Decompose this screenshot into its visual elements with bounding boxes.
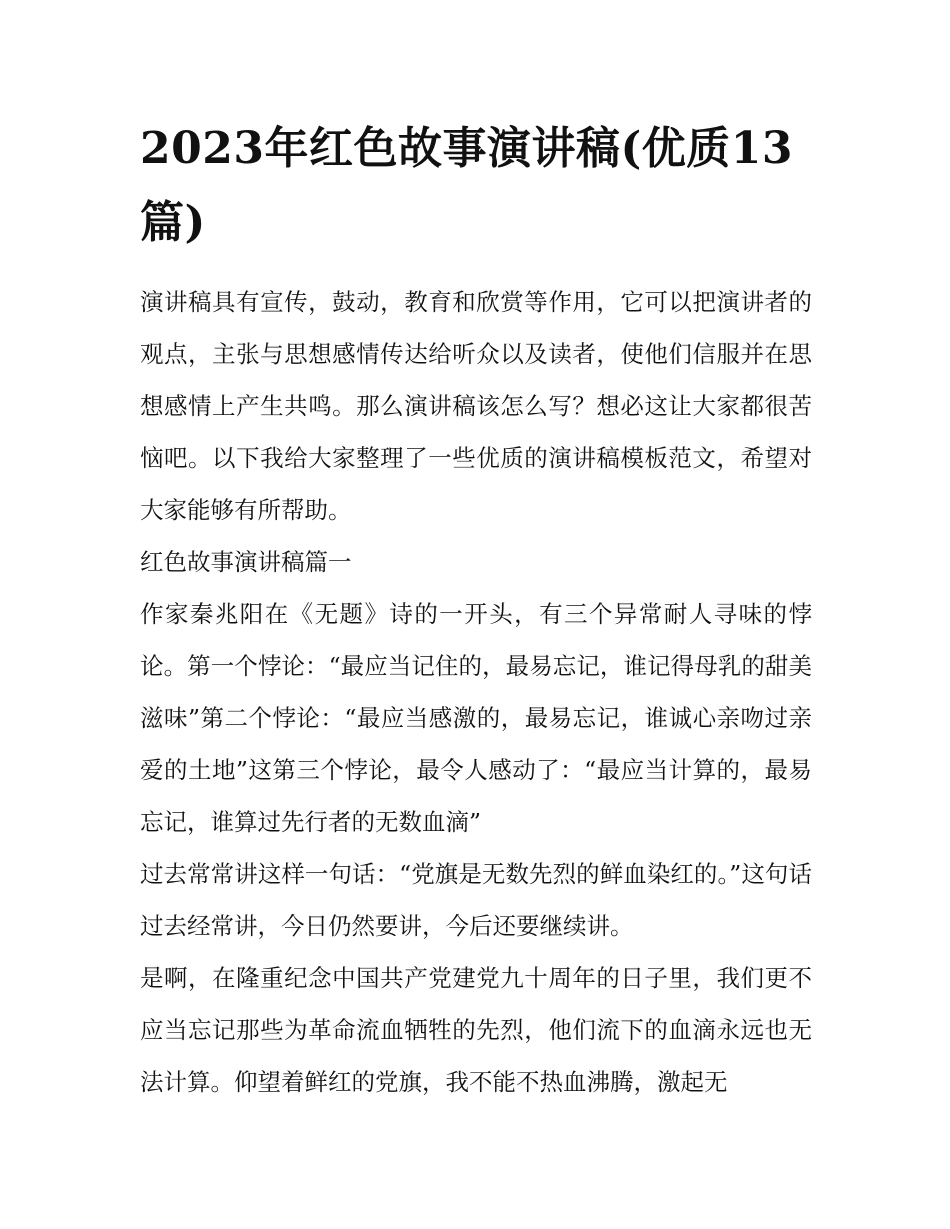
- document-page: [140, 112, 812, 1108]
- body-paragraph: 过去常常讲这样一句话：“党旗是无数先烈的鲜血染红的。”这句话过去经常讲，今日仍然要讲，今后还要继续讲。: [140, 860, 812, 940]
- body-paragraph: 是啊，在隆重纪念中国共产党建党九十周年的日子里，我们更不应当忘记那些为革命流血牺牲的先烈，他们流下的血滴永远也无法计算。仰望着鲜红的党旗，我不能不热血沸腾，激起无: [140, 964, 812, 1096]
- document-title: 2023年红色故事演讲稿(优质13篇): [140, 123, 794, 248]
- intro-paragraph: 演讲稿具有宣传，鼓动，教育和欣赏等作用，它可以把演讲者的观点，主张与思想感情传达给听众以及读者，使他们信服并在思想感情上产生共鸣。那么演讲稿该怎么写？想必这让大家都很苦恼吧。以下我给大家整理了一些优质的演讲稿模板范文，希望对大家能够有所帮助。: [140, 288, 812, 524]
- body-paragraph: 作家秦兆阳在《无题》诗的一开头，有三个异常耐人寻味的悖论。第一个悖论：“最应当记住的，最易忘记，谁记得母乳的甜美滋味”第二个悖论：“最应当感激的，最易忘记，谁诚心亲吻过亲爱的土地”这第三个悖论，最令人感动了：“最应当计算的，最易忘记，谁算过先行者的无数血滴”: [140, 600, 812, 836]
- section-heading: 红色故事演讲稿篇一: [140, 548, 352, 576]
